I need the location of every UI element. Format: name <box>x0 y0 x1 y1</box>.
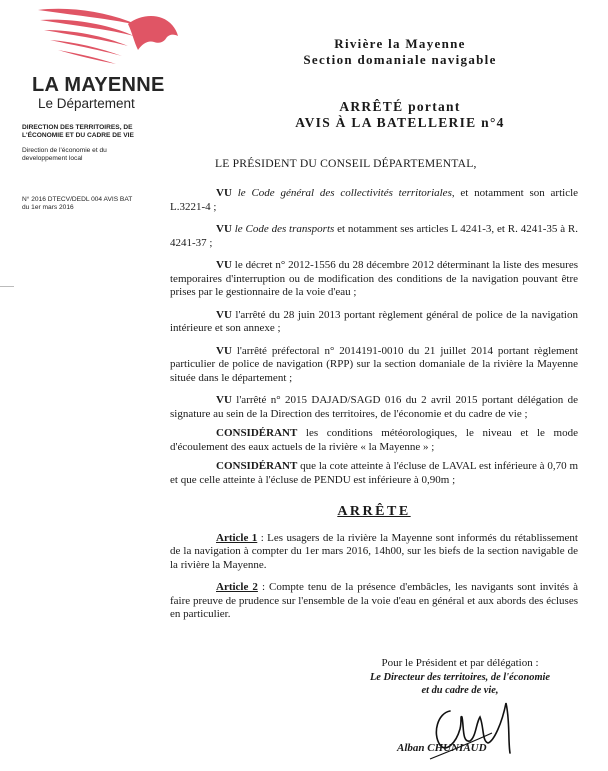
article-text: : Compte tenu de la présence d'embâcles, les navigants sont invités à faire preuve de prudence sur l'ensemble de la voie d'eau en général et aux abords des écluses en particulier. <box>170 581 578 620</box>
horse-logo-icon <box>30 4 180 72</box>
considerant-7 <box>170 460 578 487</box>
sidebar-direction-line2: L'ÉCONOMIE ET DU CADRE DE VIE <box>22 132 134 139</box>
article-label: Article 1 <box>216 531 258 544</box>
sidebar-direction <box>22 124 172 140</box>
considerant-text: , et notamment son article L.3221-4 ; <box>170 187 579 213</box>
considerant-5 <box>170 394 578 421</box>
sidebar-subdir-line1: Direction de l'économie et du <box>22 147 107 154</box>
keyword: VU <box>216 223 232 235</box>
sidebar-subdirection <box>22 147 172 163</box>
code-title: le Code des transports <box>234 223 335 235</box>
code-title: le Code général des collectivités territoriales <box>237 187 452 199</box>
signature-line3: et du cadre de vie, <box>421 685 499 696</box>
considerant-3 <box>170 309 578 336</box>
president-line: LE PRÉSIDENT DU CONSEIL DÉPARTEMENTAL, <box>215 157 477 170</box>
keyword: VU <box>216 259 232 271</box>
sidebar-ref-line2: du 1er mars 2016 <box>22 204 74 211</box>
signature-line2: Le Directeur des territoires, de l'économie <box>369 671 551 683</box>
signature-line1: Pour le Président et par délégation : <box>381 657 539 669</box>
logo-name: LA MAYENNE <box>32 74 165 96</box>
considerant-text: l'arrêté du 28 juin 2013 portant règlement général de police de la navigation intérieure et son annexe ; <box>170 308 578 334</box>
considerant-text: l'arrêté n° 2015 DAJAD/SAGD 016 du 2 avril 2015 portant délégation de signature au sein de la Direction des territoires, de l'économie et du cadre de vie ; <box>170 394 578 420</box>
considerant-0 <box>170 187 578 214</box>
considerant-4 <box>170 345 578 386</box>
considerant-text: le décret n° 2012-1556 du 28 décembre 2012 déterminant la liste des mesures temporaires d'interruption ou de modification des conditions de la navigation pouvant être prises par le gestionnaire de la voie d'eau ; <box>170 259 578 298</box>
considerant-text: et notamment ses articles L 4241-3, et R. 4241-35 à R. 4241-37 ; <box>170 223 578 249</box>
header-arrete: ARRÊTÉ portant <box>339 99 461 114</box>
article-1 <box>170 532 578 573</box>
keyword: VU <box>216 394 232 406</box>
considerant-text: les conditions météorologiques, le niveau et le mode d'écoulement des eaux actuels de la rivière « la Mayenne » ; <box>170 427 578 453</box>
header-river: Rivière la Mayenne <box>334 36 466 51</box>
sidebar-direction-line1: DIRECTION DES TERRITOIRES, DE <box>22 124 133 131</box>
sidebar-subdir-line2: developpement local <box>22 155 83 162</box>
header-avis: AVIS À LA BATELLERIE n°4 <box>295 115 505 130</box>
sidebar-reference <box>22 196 172 212</box>
article-label: Article 2 <box>216 581 258 593</box>
considerant-1 <box>170 223 578 250</box>
keyword: VU <box>216 308 232 321</box>
considerant-text: l'arrêté préfectoral n° 2014191-0010 du 21 juillet 2014 portant règlement particulier de police de navigation (RPP) sur la section domaniale de la rivière la Mayenne située dans le département ; <box>170 344 578 384</box>
sidebar-ref-line1: N° 2016 DTECV/DEDL 004 AVIS BAT <box>22 196 133 203</box>
considerant-text: que la cote atteinte à l'écluse de LAVAL est inférieure à 0,70 m et que celle atteinte à l'écluse de PENDU est inférieure à 0,90m ; <box>170 460 578 486</box>
keyword: VU <box>216 187 232 199</box>
article-text: : Les usagers de la rivière la Mayenne sont informés du rétablissement de la navigation à compter du 1er mars 2016, 14h00, sur les biefs de la section navigable de la rivière la Mayenne. <box>170 531 578 571</box>
arrete-heading: ARRÊTE <box>337 504 411 519</box>
logo-subtitle: Le Département <box>38 96 135 111</box>
signatory-name: Alban CHUNIAUD <box>397 742 487 754</box>
considerant-6 <box>170 427 578 454</box>
keyword: VU <box>216 344 232 357</box>
considerant-2 <box>170 259 578 300</box>
margin-mark <box>0 286 14 287</box>
signature-block <box>340 657 580 698</box>
keyword: CONSIDÉRANT <box>216 460 298 472</box>
keyword: CONSIDÉRANT <box>216 427 298 439</box>
document-body <box>170 187 578 631</box>
article-2 <box>170 581 578 622</box>
header-section: Section domaniale navigable <box>303 52 497 67</box>
